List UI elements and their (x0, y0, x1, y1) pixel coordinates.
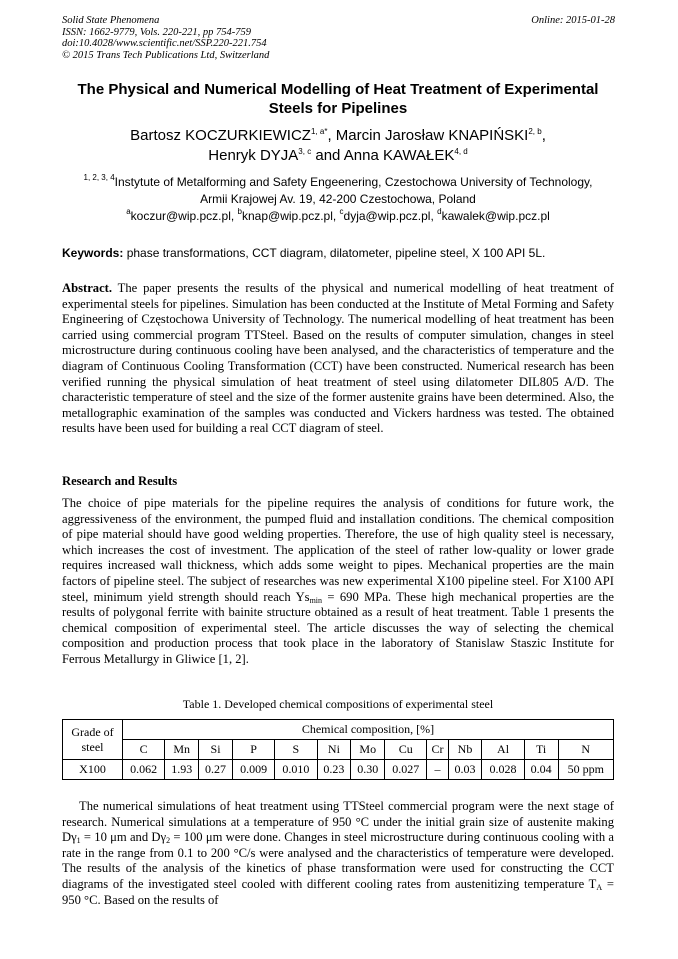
table-cell: 0.010 (275, 760, 317, 780)
abstract (62, 281, 614, 437)
column-header: Al (482, 740, 524, 760)
copyright-line: © 2015 Trans Tech Publications Ltd, Switzerland (62, 49, 270, 61)
column-header: P (232, 740, 274, 760)
paragraph-text: The numerical simulations of heat treatment using TTSteel commercial program were the next stage of research. Numerical simulations at a temperature of 950 °C under the initial grain size of austenite making Dγ (62, 799, 614, 845)
table-cell: 0.009 (232, 760, 274, 780)
email-list: $^a$koczur@wip.pcz.pl, $^b$knap@wip.pcz.pl, $^c$dyja@wip.pcz.pl, $^d$kawalek@wip.pcz.pl (126, 207, 550, 223)
author-name: Bartosz KOCZURKIEWICZ (130, 127, 311, 144)
author-sup: 2, b (528, 127, 542, 136)
grade-header: Grade of steel (63, 720, 123, 760)
table-cell: 1.93 (165, 760, 199, 780)
paragraph-text: The choice of pipe materials for the pipeline requires the analysis of conditions for future work, the aggressiveness of the environment, the pumped fluid and installation conditions. The chemical composition of pipe material should have good welding properties. Therefore, the use of high quality steel is necessary, which increases the cost of investment. The application of the steel of rather low-quality or lower grade requires increased wall thickness, which adds some weight to pipes. Mechanical properties are the main factors of pipeline steel. The subject of researches was new experimental X100 pipeline steel. For X100 API steel, minimum yield strength should reach Ys (62, 496, 614, 604)
paragraph-text: = 100 μm were done. Changes in steel microstructure during continuous cooling with a rate in the range from 0.1 to 200 °C/s were analysed and the characteristics of temperature were developed. The results of the analysis of the kinetics of phase transformation were used for constructing the CCT diagrams of the investigated steel cooled with different cooling rates from austenitizing temperature T (62, 830, 614, 891)
keywords-label: Keywords: (62, 246, 124, 260)
affiliation (62, 174, 614, 207)
keywords-text: phase transformations, CCT diagram, dilatometer, pipeline steel, X 100 API 5L. (123, 246, 546, 260)
author-sup: 4, d (454, 147, 468, 156)
subscript: 1 (76, 836, 81, 846)
email-sup: c (339, 207, 344, 216)
column-header: Ti (524, 740, 558, 760)
column-header: C (123, 740, 165, 760)
email-sup: d (437, 207, 442, 216)
subscript: min (309, 595, 323, 605)
table-column-row (63, 740, 614, 760)
paper-title: The Physical and Numerical Modelling of Heat Treatment of Experimental Steels for Pipelines (77, 81, 599, 117)
table-row (63, 760, 614, 780)
table-cell: 50 ppm (558, 760, 613, 780)
column-header: Nb (448, 740, 482, 760)
table-cell: 0.028 (482, 760, 524, 780)
email-link[interactable]: koczur@wip.pcz.pl (130, 209, 231, 223)
abstract-text: The paper presents the results of the physical and numerical modelling of heat treatment of experimental steels for pipelines. Simulation has been conducted at the Institute of Metal Forming and Safety Engineering of Częstochowa University of Technology. The numerical modelling of heat treatment has been carried using commercial program TTSteel. Based on the results of computer simulation, changes in steel microstructure during continuous cooling have been analysed, and the characteristics of temperature and the diagram of Continuous Cooling Transformation (CCT) have been constructed. Numerical research has been verified running the physical simulation of heat treatment of steel using dilatometer DIL805 A/D. The characteristic temperature of steel and the size of the former austenite grains have been determined. Also, the metallographic examination of the samples was conducted and Vickers hardness was tested. The obtained results have been used for building a real CCT diagram of steel. (62, 281, 614, 436)
affiliation-address: Armii Krajowej Av. 19, 42-200 Czestochowa, Poland (200, 191, 476, 206)
table-cell: 0.062 (123, 760, 165, 780)
issn-line: ISSN: 1662-9779, Vols. 220-221, pp 754-759 (62, 26, 251, 38)
paragraph-text: = 950 °C. Based on the results of (62, 876, 614, 907)
body-paragraph (62, 496, 614, 668)
paragraph-text: = 690 MPa. These high mechanical properties are the results of polygonal ferrite with bainite structure obtained as a result of heat treatment. Table 1 presents the chemical composition of experimental steel. The article discusses the way of selecting the chemical composition and production process that took place in the laboratory of Stanislaw Staszic Institute for Ferrous Metallurgy in Gliwice [1, 2]. (62, 589, 614, 666)
column-header: S (275, 740, 317, 760)
composition-header: Chemical composition, [%] (123, 720, 614, 740)
affiliation-sup: 1, 2, 3, 4 (83, 173, 115, 182)
author-name: Anna KAWAŁEK (343, 147, 455, 164)
subscript: 2 (166, 836, 171, 846)
author-list (62, 126, 614, 166)
table-cell: 0.30 (351, 760, 385, 780)
column-header: Mo (351, 740, 385, 760)
author-separator: , (327, 127, 336, 144)
abstract-label: Abstract. (62, 281, 113, 295)
table-cell: 0.03 (448, 760, 482, 780)
column-header: Cr (427, 740, 448, 760)
table-cell: 0.027 (385, 760, 427, 780)
email-sup: b (237, 207, 242, 216)
table-caption: Table 1. Developed chemical compositions of experimental steel (182, 697, 494, 711)
affiliation-line: Instytute of Metalforming and Safety Engeenering, Czestochowa University of Technology, (114, 175, 593, 189)
table-header-row (63, 720, 614, 740)
subscript: A (596, 882, 603, 892)
table-cell: 0.27 (199, 760, 233, 780)
author-separator: and (311, 147, 344, 164)
email-link[interactable]: kawalek@wip.pcz.pl (441, 209, 550, 223)
author-name: Henryk DYJA (208, 147, 299, 164)
author-separator: , (541, 127, 546, 144)
section-heading: Research and Results (62, 474, 178, 488)
column-header: Si (199, 740, 233, 760)
email-link[interactable]: dyja@wip.pcz.pl (343, 209, 431, 223)
column-header: Cu (385, 740, 427, 760)
author-sup: 1, a* (310, 127, 328, 136)
table-cell: – (427, 760, 448, 780)
journal-name: Solid State Phenomena (62, 15, 160, 26)
email-sup: a (126, 207, 131, 216)
chemical-composition-table (62, 719, 614, 780)
grade-cell: X100 (63, 760, 123, 780)
keywords (62, 245, 614, 261)
body-paragraph (62, 799, 614, 908)
journal-header (62, 15, 269, 61)
paragraph-text: = 10 μm and Dγ (80, 830, 167, 845)
author-sup: 3, c (298, 147, 312, 156)
table-cell: 0.04 (524, 760, 558, 780)
column-header: N (558, 740, 613, 760)
email-link[interactable]: knap@wip.pcz.pl (241, 209, 333, 223)
table-cell: 0.23 (317, 760, 351, 780)
column-header: Mn (165, 740, 199, 760)
author-name: Marcin Jarosław KNAPIŃSKI (335, 127, 529, 144)
online-date: Online: 2015-01-28 (531, 15, 615, 26)
column-header: Ni (317, 740, 351, 760)
doi-line[interactable]: doi:10.4028/www.scientific.net/SSP.220-221.754 (62, 38, 267, 49)
